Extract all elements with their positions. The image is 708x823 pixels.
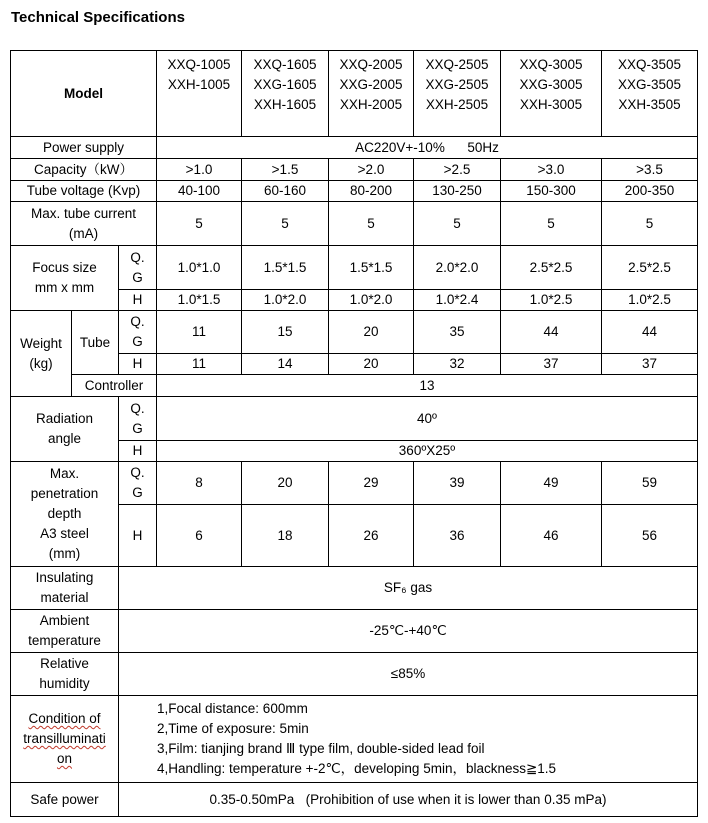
condition-line: 4,Handling: temperature +-2℃，developing 5min，blackness≧1.5 (157, 761, 557, 776)
weight-tube-h-value: 14 (242, 354, 329, 375)
tube-voltage-row (11, 181, 698, 202)
model-cell: XXQ-1605 XXG-1605 XXH-1605 (242, 51, 329, 137)
penetration-qg-value: 8 (157, 462, 242, 505)
h-label: H (119, 441, 157, 462)
penetration-qg-value: 20 (242, 462, 329, 505)
model-cell: XXQ-2005 XXG-2005 XXH-2005 (329, 51, 414, 137)
model-label: Model (11, 51, 157, 137)
penetration-qg-value: 29 (329, 462, 414, 505)
condition-row (11, 696, 698, 783)
weight-tube-qg-value: 11 (157, 311, 242, 354)
weight-label: Weight (kg) (11, 311, 72, 397)
weight-tube-qg-value: 15 (242, 311, 329, 354)
controller-value: 13 (157, 375, 698, 397)
focus-h-value: 1.0*2.4 (414, 290, 501, 311)
condition-line: 3,Film: tianjing brand Ⅲ type film, double-sided lead foil (157, 741, 485, 756)
tube-voltage-value: 80-200 (329, 181, 414, 202)
radiation-angle-label: Radiation angle (11, 397, 119, 462)
focus-h-value: 1.0*2.0 (242, 290, 329, 311)
qg-label: Q. G (119, 311, 157, 354)
tube-voltage-value: 150-300 (501, 181, 602, 202)
capacity-value: >3.0 (501, 159, 602, 181)
capacity-value: >2.0 (329, 159, 414, 181)
tube-voltage-value: 40-100 (157, 181, 242, 202)
focus-qg-value: 2.0*2.0 (414, 246, 501, 290)
power-supply-row (11, 137, 698, 159)
penetration-qg-row (11, 462, 698, 505)
capacity-value: >1.5 (242, 159, 329, 181)
weight-tube-qg-value: 44 (602, 311, 698, 354)
focus-h-value: 1.0*2.5 (602, 290, 698, 311)
weight-tube-h-value: 37 (602, 354, 698, 375)
penetration-h-value: 26 (329, 505, 414, 567)
max-tube-current-value: 5 (329, 202, 414, 246)
qg-label: Q. G (119, 462, 157, 505)
relative-humidity-row (11, 653, 698, 696)
condition-line: 1,Focal distance: 600mm (157, 701, 308, 716)
max-tube-current-value: 5 (602, 202, 698, 246)
model-cell: XXQ-2505 XXG-2505 XXH-2505 (414, 51, 501, 137)
max-tube-current-value: 5 (157, 202, 242, 246)
controller-label: Controller (72, 375, 157, 397)
safe-power-value: 0.35-0.50mPa (Prohibition of use when it is lower than 0.35 mPa) (119, 783, 698, 817)
penetration-qg-value: 39 (414, 462, 501, 505)
model-cell: XXQ-3505 XXG-3505 XXH-3505 (602, 51, 698, 137)
qg-label: Q. G (119, 246, 157, 290)
penetration-h-value: 6 (157, 505, 242, 567)
capacity-value: >1.0 (157, 159, 242, 181)
insulating-material-label: Insulating material (11, 567, 119, 610)
weight-tube-qg-value: 20 (329, 311, 414, 354)
focus-qg-value: 2.5*2.5 (602, 246, 698, 290)
max-tube-current-value: 5 (242, 202, 329, 246)
focus-qg-value: 1.5*1.5 (329, 246, 414, 290)
penetration-qg-value: 59 (602, 462, 698, 505)
weight-tube-qg-value: 44 (501, 311, 602, 354)
relative-humidity-label: Relative humidity (11, 653, 119, 696)
insulating-material-row (11, 567, 698, 610)
penetration-h-value: 46 (501, 505, 602, 567)
penetration-h-value: 36 (414, 505, 501, 567)
penetration-label: Max. penetration depth A3 steel (mm) (11, 462, 119, 567)
weight-controller-row (11, 375, 698, 397)
penetration-h-value: 18 (242, 505, 329, 567)
condition-label-text: Condition of transilluminati on (23, 711, 106, 766)
h-label: H (119, 354, 157, 375)
focus-h-value: 1.0*2.5 (501, 290, 602, 311)
penetration-qg-value: 49 (501, 462, 602, 505)
tube-voltage-value: 130-250 (414, 181, 501, 202)
capacity-value: >2.5 (414, 159, 501, 181)
safe-power-label: Safe power (11, 783, 119, 817)
tube-voltage-value: 200-350 (602, 181, 698, 202)
model-row (11, 51, 698, 137)
focus-h-value: 1.0*2.0 (329, 290, 414, 311)
condition-value (119, 696, 698, 783)
capacity-value: >3.5 (602, 159, 698, 181)
weight-tube-qg-value: 35 (414, 311, 501, 354)
tube-voltage-value: 60-160 (242, 181, 329, 202)
ambient-temperature-value: -25℃-+40℃ (119, 610, 698, 653)
focus-size-label: Focus size mm x mm (11, 246, 119, 311)
power-supply-label: Power supply (11, 137, 157, 159)
max-tube-current-value: 5 (501, 202, 602, 246)
weight-tube-qg-row (11, 311, 698, 354)
condition-line: 2,Time of exposure: 5min (157, 721, 309, 736)
max-tube-current-label: Max. tube current (mA) (11, 202, 157, 246)
weight-tube-h-value: 20 (329, 354, 414, 375)
radiation-h-value: 360ºX25º (157, 441, 698, 462)
penetration-h-value: 56 (602, 505, 698, 567)
ambient-temperature-label: Ambient temperature (11, 610, 119, 653)
max-tube-current-row (11, 202, 698, 246)
condition-label (11, 696, 119, 783)
insulating-material-value: SF₆ gas (119, 567, 698, 610)
focus-qg-value: 2.5*2.5 (501, 246, 602, 290)
weight-tube-h-value: 32 (414, 354, 501, 375)
safe-power-row (11, 783, 698, 817)
power-supply-value: AC220V+-10% 50Hz (157, 137, 698, 159)
tube-label: Tube (72, 311, 119, 375)
specifications-table (10, 50, 698, 817)
ambient-temperature-row (11, 610, 698, 653)
focus-h-value: 1.0*1.5 (157, 290, 242, 311)
h-label: H (119, 290, 157, 311)
capacity-row (11, 159, 698, 181)
focus-qg-value: 1.5*1.5 (242, 246, 329, 290)
model-cell: XXQ-1005 XXH-1005 (157, 51, 242, 137)
page-title: Technical Specifications (11, 9, 185, 26)
focus-size-qg-row (11, 246, 698, 290)
model-cell: XXQ-3005 XXG-3005 XXH-3005 (501, 51, 602, 137)
radiation-qg-value: 40º (157, 397, 698, 441)
weight-tube-h-value: 37 (501, 354, 602, 375)
h-label: H (119, 505, 157, 567)
tube-voltage-label: Tube voltage (Kvp) (11, 181, 157, 202)
capacity-label: Capacity（kW） (11, 159, 157, 181)
relative-humidity-value: ≤85% (119, 653, 698, 696)
focus-qg-value: 1.0*1.0 (157, 246, 242, 290)
weight-tube-h-value: 11 (157, 354, 242, 375)
max-tube-current-value: 5 (414, 202, 501, 246)
radiation-angle-qg-row (11, 397, 698, 441)
qg-label: Q. G (119, 397, 157, 441)
